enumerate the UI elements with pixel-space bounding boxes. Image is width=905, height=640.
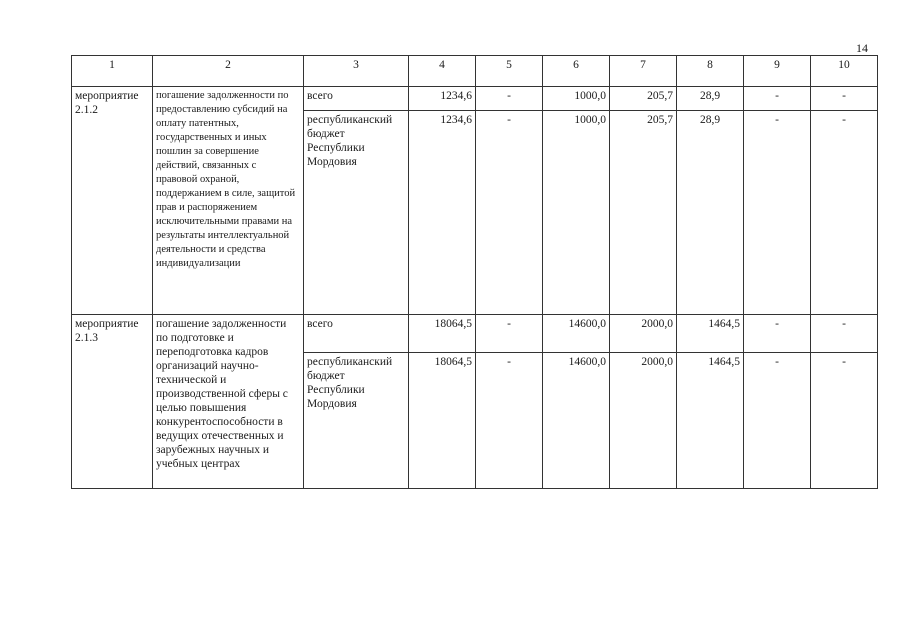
column-header: 4	[409, 56, 476, 87]
value-cell: 1000,0	[543, 87, 610, 111]
value-cell: 1464,5	[677, 315, 744, 353]
funding-source: республиканский бюджет Республики Мордовия	[304, 353, 409, 489]
column-header: 10	[811, 56, 878, 87]
value-cell: 18064,5	[409, 353, 476, 489]
value-cell: 1234,6	[409, 111, 476, 315]
value-cell: 14600,0	[543, 353, 610, 489]
value-cell: -	[476, 87, 543, 111]
column-header: 1	[72, 56, 153, 87]
table-row	[72, 87, 878, 111]
value-cell: 18064,5	[409, 315, 476, 353]
value-cell: 2000,0	[610, 353, 677, 489]
column-header: 5	[476, 56, 543, 87]
value-cell: -	[744, 87, 811, 111]
column-header: 8	[677, 56, 744, 87]
value-cell: -	[476, 111, 543, 315]
value-cell: -	[744, 315, 811, 353]
value-cell: 205,7	[610, 111, 677, 315]
value-cell: 28,9	[677, 87, 744, 111]
value-cell: -	[476, 315, 543, 353]
funding-source: республиканский бюджет Республики Мордовия	[304, 111, 409, 315]
value-cell: -	[476, 353, 543, 489]
column-header: 6	[543, 56, 610, 87]
header-row	[72, 56, 878, 87]
value-cell: 1234,6	[409, 87, 476, 111]
value-cell: 2000,0	[610, 315, 677, 353]
measure-code: мероприятие 2.1.3	[72, 315, 153, 489]
page-number: 14	[856, 41, 868, 55]
value-cell: 1000,0	[543, 111, 610, 315]
value-cell: -	[811, 111, 878, 315]
value-cell: -	[744, 353, 811, 489]
funding-source: всего	[304, 87, 409, 111]
value-cell: -	[744, 111, 811, 315]
value-cell: -	[811, 315, 878, 353]
value-cell: 14600,0	[543, 315, 610, 353]
measure-description: погашение задолженности по подготовке и переподготовка кадров организаций научно-технической и производственной сферы с целью повышения конкурентоспособности в ведущих отечественных и зарубежных научных и учебных центрах	[153, 315, 304, 489]
value-cell: -	[811, 353, 878, 489]
column-header: 3	[304, 56, 409, 87]
value-cell: 28,9	[677, 111, 744, 315]
value-cell: 205,7	[610, 87, 677, 111]
table-row	[72, 315, 878, 353]
value-cell: 1464,5	[677, 353, 744, 489]
measure-code: мероприятие 2.1.2	[72, 87, 153, 315]
measure-description: погашение задолженности по предоставлению субсидий на оплату патентных, государственных и иных пошлин за совершение действий, связанных с правовой охраной, поддержанием в силе, защитой прав и распоряжением исключительными правами на результаты интеллектуальной деятельности и средства индивидуализации	[153, 87, 304, 315]
column-header: 7	[610, 56, 677, 87]
budget-table	[71, 55, 878, 489]
funding-source: всего	[304, 315, 409, 353]
column-header: 9	[744, 56, 811, 87]
value-cell: -	[811, 87, 878, 111]
column-header: 2	[153, 56, 304, 87]
